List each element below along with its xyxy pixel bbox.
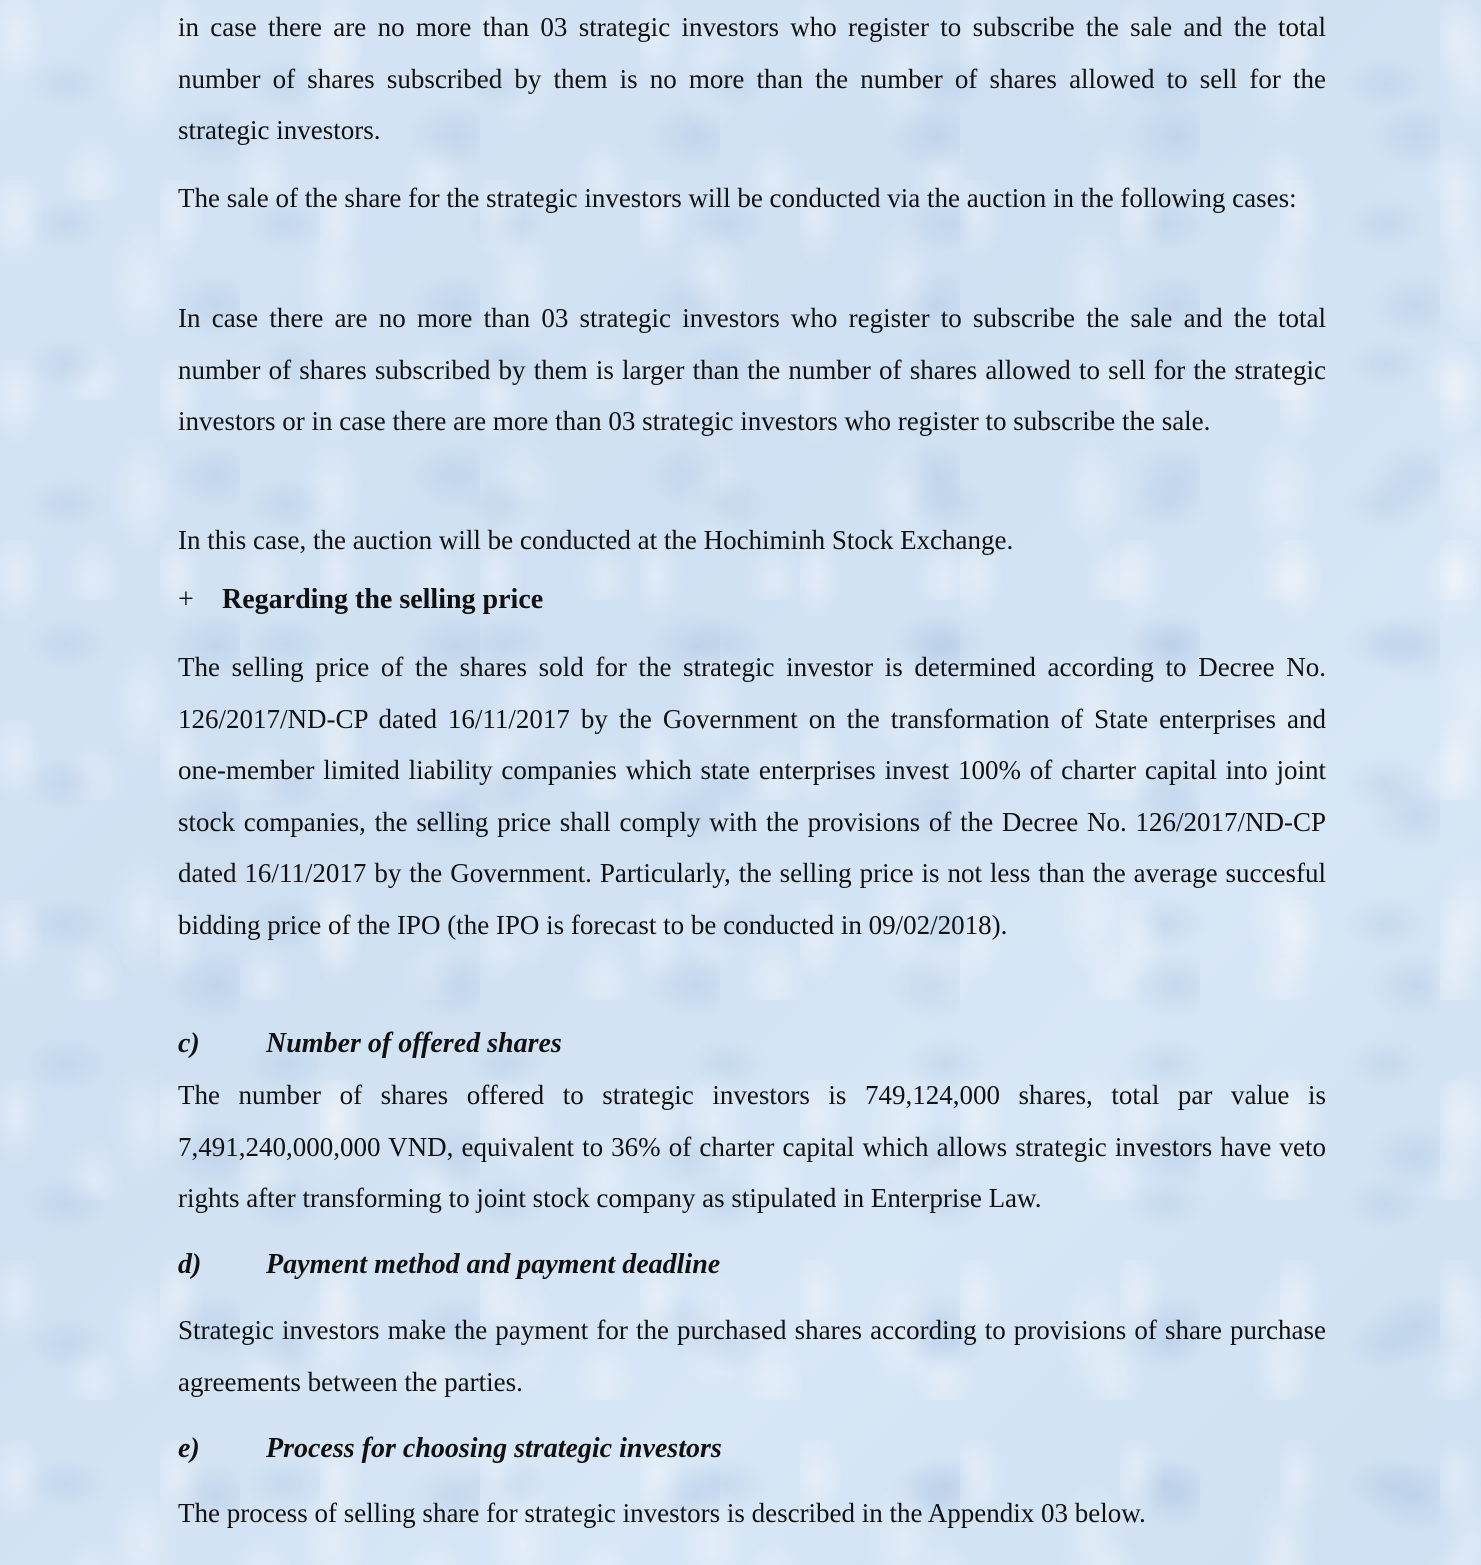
section-d-marker: d) [178, 1249, 202, 1280]
paragraph-offered-shares: The number of shares offered to strategic investors is 749,124,000 shares, total par value is 7,491,240,000,000 VND, equivalent to 36% of charter capital which allows strategic investors have veto rights after transforming to joint stock company as stipulated in Enterprise Law. [178, 1080, 1326, 1213]
section-c-marker: c) [178, 1028, 200, 1059]
paragraph-payment-method: Strategic investors make the payment for the purchased shares according to provisions of share purchase agreements between the parties. [178, 1315, 1326, 1397]
section-d-title: Payment method and payment deadline [266, 1249, 721, 1280]
heading-selling-price-text: Regarding the selling price [222, 584, 544, 615]
section-e-marker: e) [178, 1433, 200, 1464]
paragraph-strategic-investors-condition: in case there are no more than 03 strategic investors who register to subscribe the sale and the total number of shares subscribed by them is no more than the number of shares allowed to sell for the strategic investors. [178, 12, 1326, 145]
paragraph-auction-cases-intro: The sale of the share for the strategic investors will be conducted via the auction in the following cases: [178, 183, 1297, 213]
section-e-title: Process for choosing strategic investors [266, 1433, 722, 1464]
paragraph-selling-price: The selling price of the shares sold for the strategic investor is determined according to Decree No. 126/2017/ND-CP dated 16/11/2017 by the Government on the transformation of State enterprises and one-member limited liability companies which state enterprises invest 100% of charter capital into joint stock companies, the selling price shall comply with the provisions of the Decree No. 126/2017/ND-CP dated 16/11/2017 by the Government. Particularly, the selling price is not less than the average succesful bidding price of the IPO (the IPO is forecast to be conducted in 09/02/2018). [178, 652, 1326, 940]
paragraph-appendix-process: The process of selling share for strategic investors is described in the Appendix 03 below. [178, 1498, 1146, 1528]
section-c-title: Number of offered shares [266, 1028, 562, 1059]
paragraph-auction-case: In case there are no more than 03 strategic investors who register to subscribe the sale and the total number of shares subscribed by them is larger than the number of shares allowed to sell for the strategic investors or in case there are more than 03 strategic investors who register to subscribe the sale. [178, 303, 1326, 436]
paragraph-hochiminh-exchange: In this case, the auction will be conducted at the Hochiminh Stock Exchange. [178, 525, 1014, 555]
plus-bullet-marker: + [178, 584, 194, 615]
